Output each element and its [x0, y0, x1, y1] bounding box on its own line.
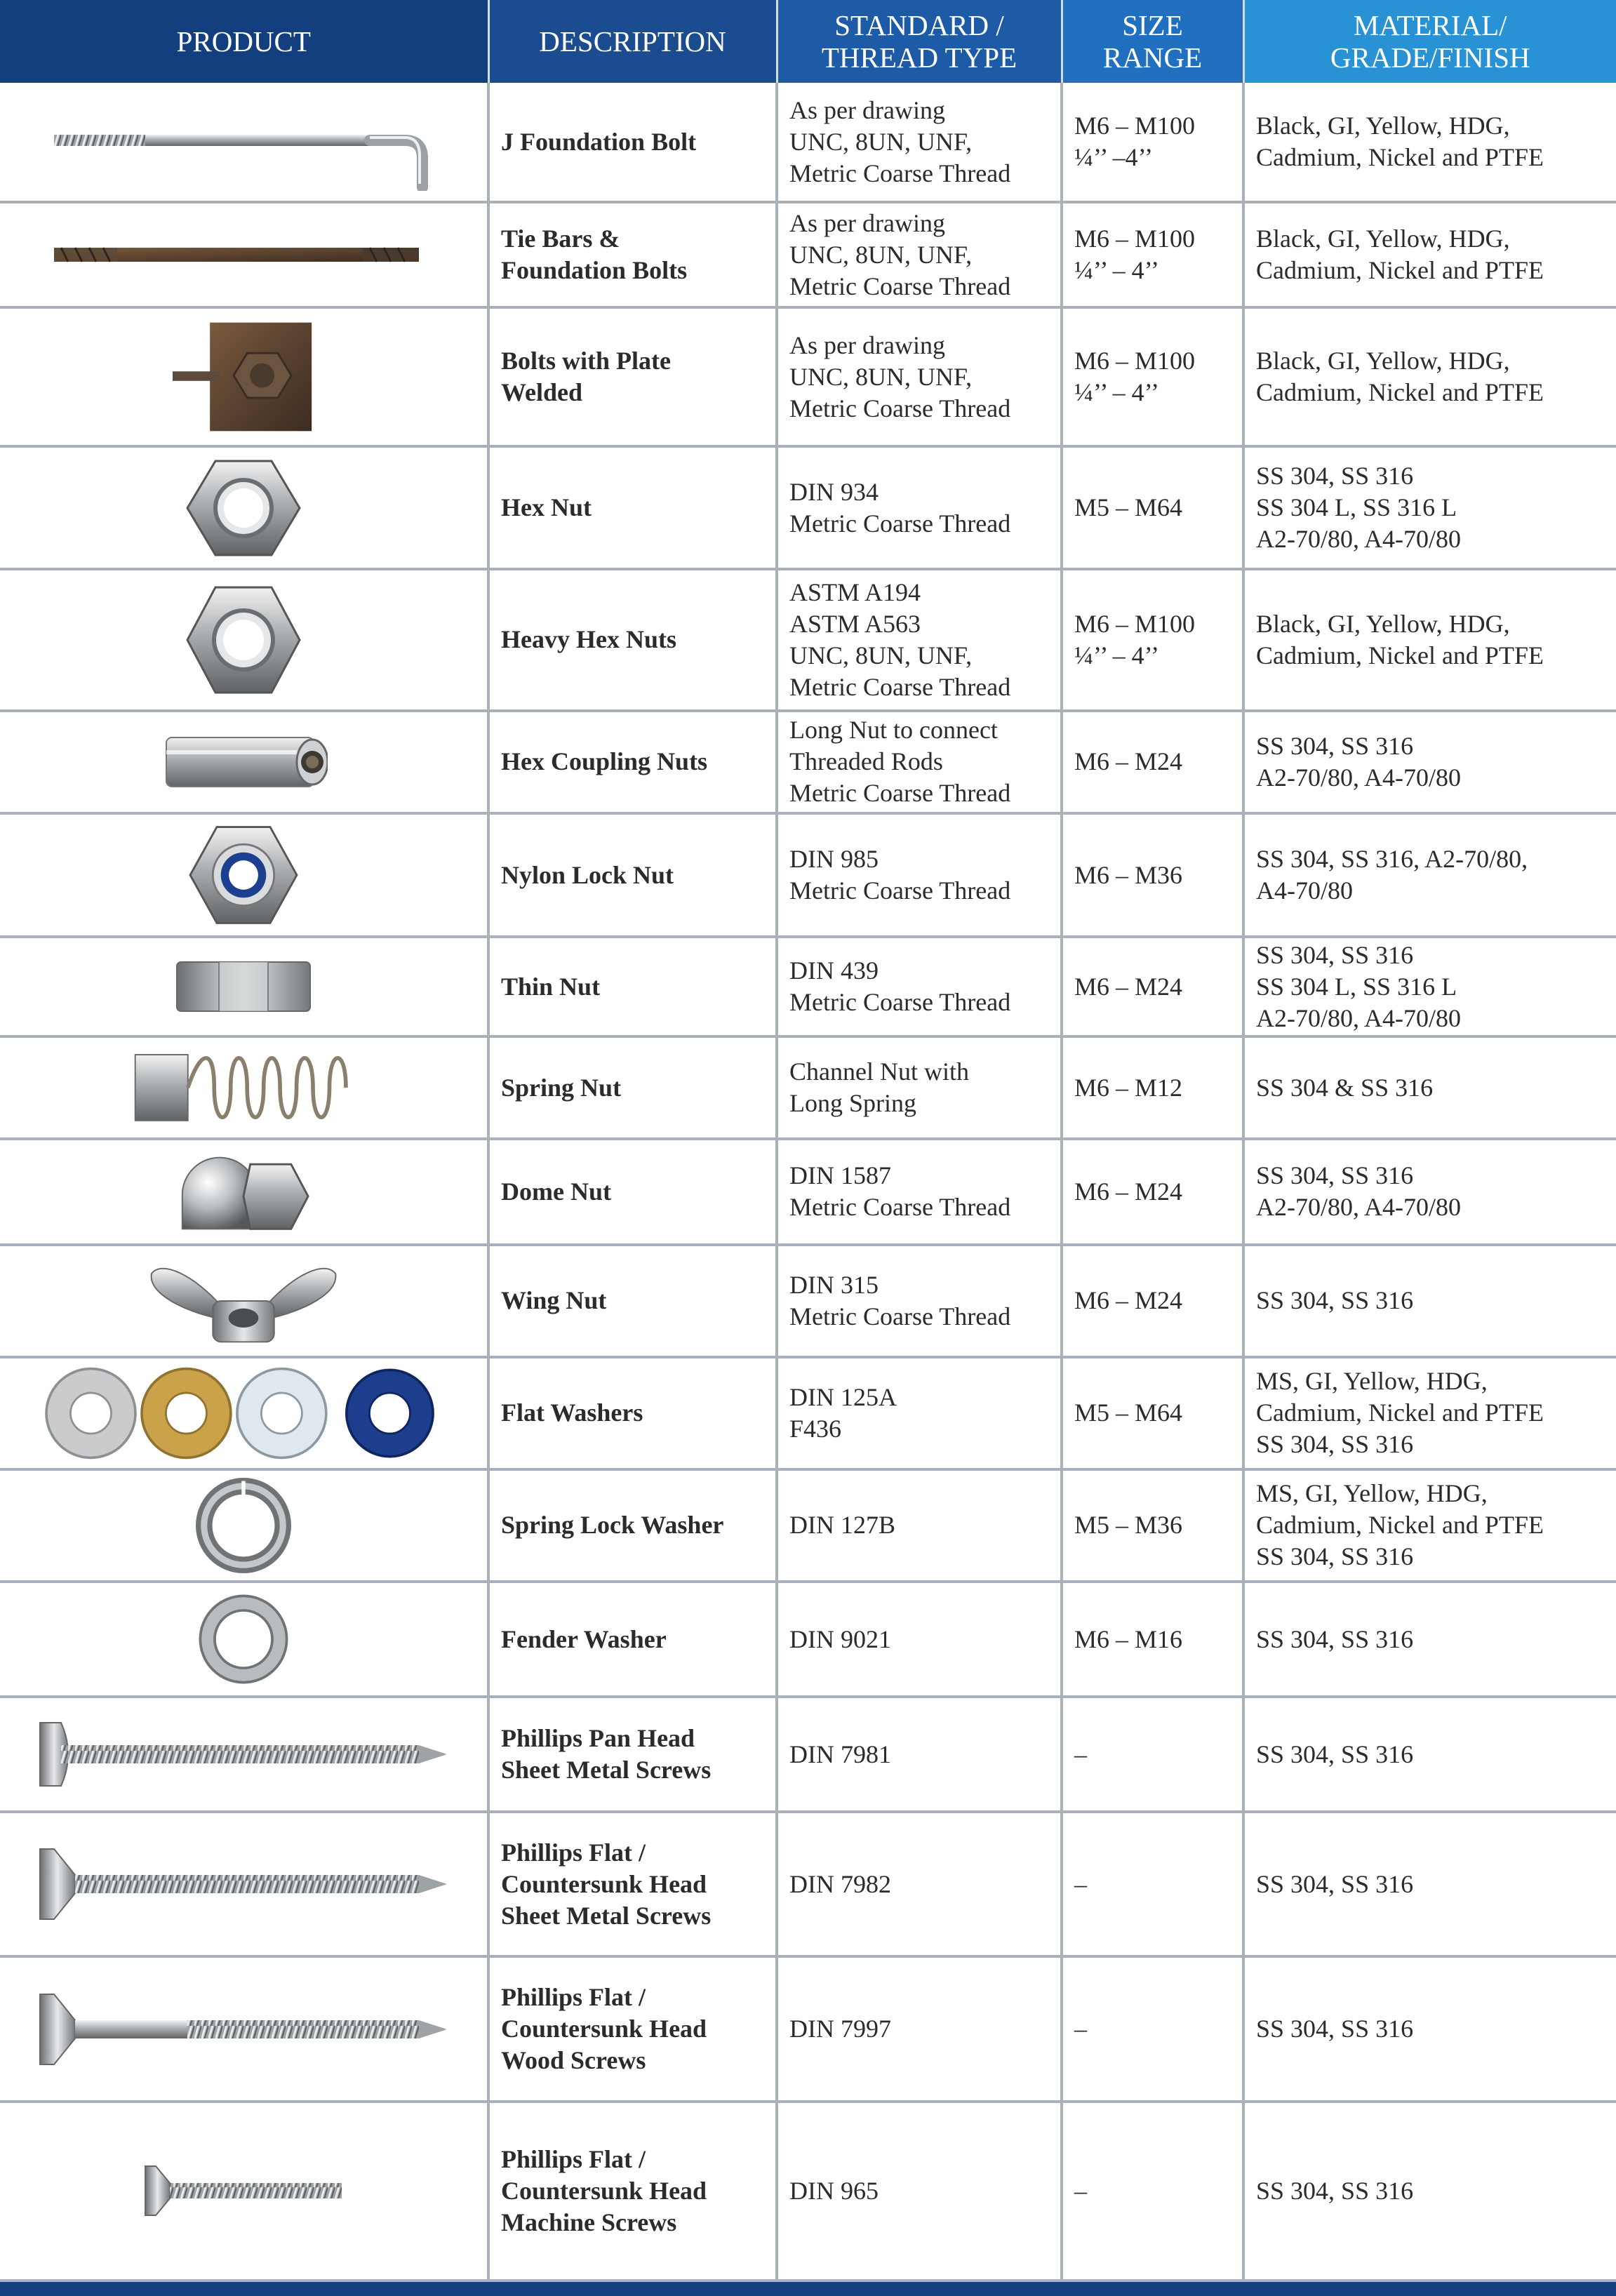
product-name: [488, 711, 777, 813]
cell-line: Black, GI, Yellow, HDG,: [1256, 225, 1510, 253]
material-grade-finish: [1243, 1812, 1616, 1956]
size-range: [1062, 1036, 1243, 1139]
table-row: [0, 1036, 1616, 1139]
pan-head-screw-icon: [33, 1709, 454, 1800]
cell-line: SS 304, SS 316: [1256, 462, 1414, 490]
cell-line: UNC, 8UN, UNF,: [789, 641, 973, 669]
fender-washer-icon: [194, 1590, 293, 1688]
product-name: [488, 1357, 777, 1469]
standard-thread-type: [777, 1036, 1062, 1139]
cell-line: Nylon Lock Nut: [501, 860, 674, 889]
product-image-cell: [0, 307, 488, 446]
product-image-cell: [0, 1582, 488, 1697]
cell-line: Phillips Flat /: [501, 2144, 646, 2173]
cell-line: Phillips Pan Head: [501, 1724, 695, 1753]
cell-line: ASTM A194: [789, 578, 921, 606]
size-range: [1062, 1357, 1243, 1469]
standard-thread-type: [777, 1139, 1062, 1244]
cell-line: Countersunk Head: [501, 2176, 707, 2205]
footer-bar: [0, 2282, 1616, 2296]
cell-line: SS 304 & SS 316: [1256, 1073, 1434, 1102]
cell-line: M5 – M64: [1074, 1399, 1183, 1427]
cell-line: DIN 7997: [789, 2015, 891, 2043]
table-row: [0, 307, 1616, 446]
cell-line: M6 – M24: [1074, 972, 1183, 1001]
cell-line: M6 – M12: [1074, 1073, 1183, 1102]
product-name: [488, 569, 777, 711]
product-name: [488, 1469, 777, 1582]
table-row: [0, 1357, 1616, 1469]
cell-line: Heavy Hex Nuts: [501, 625, 676, 654]
cell-line: M6 – M100: [1074, 112, 1196, 140]
table-row: [0, 1139, 1616, 1244]
cell-line: Metric Coarse Thread: [789, 394, 1011, 422]
cell-line: Hex Nut: [501, 493, 592, 522]
cell-line: DIN 985: [789, 845, 879, 874]
cell-line: Long Spring: [789, 1089, 917, 1118]
dome-nut-icon: [175, 1147, 312, 1236]
wood-screw-icon: [33, 1984, 454, 2075]
cell-line: A4-70/80: [1256, 876, 1353, 905]
product-image-cell: [0, 1956, 488, 2101]
cell-line: M6 – M36: [1074, 860, 1183, 889]
size-range: [1062, 1697, 1243, 1812]
standard-thread-type: [777, 1245, 1062, 1357]
product-image-cell: [0, 446, 488, 568]
cell-line: M6 – M24: [1074, 747, 1183, 776]
product-name: [488, 937, 777, 1036]
cell-line: Countersunk Head: [501, 1869, 707, 1898]
size-range: [1062, 937, 1243, 1036]
cell-line: SS 304, SS 316: [1256, 1286, 1414, 1315]
cell-line: Welded: [501, 378, 583, 407]
cell-line: Black, GI, Yellow, HDG,: [1256, 112, 1510, 140]
cell-line: Wing Nut: [501, 1286, 607, 1315]
cell-line: M6 – M100: [1074, 225, 1196, 253]
cell-line: Foundation Bolts: [501, 256, 688, 285]
hex-nut-icon: [184, 455, 303, 561]
cell-line: UNC, 8UN, UNF,: [789, 362, 973, 391]
cell-line: –: [1074, 2176, 1087, 2205]
size-range: [1062, 1245, 1243, 1357]
product-image-cell: [0, 1812, 488, 1956]
cell-line: DIN 1587: [789, 1161, 891, 1190]
cell-line: M6 – M24: [1074, 1286, 1183, 1315]
standard-thread-type: [777, 202, 1062, 307]
product-image-cell: [0, 2102, 488, 2281]
cell-line: M5 – M64: [1074, 493, 1183, 522]
cell-line: Machine Screws: [501, 2208, 677, 2236]
spring-lock-washer-icon: [196, 1478, 291, 1573]
cell-line: Bolts with Plate: [501, 347, 671, 375]
standard-thread-type: [777, 1469, 1062, 1582]
cell-line: A2-70/80, A4-70/80: [1256, 1193, 1461, 1222]
cell-line: Metric Coarse Thread: [789, 272, 1011, 300]
cell-line: DIN 9021: [789, 1624, 891, 1653]
flat-washers-icon: [40, 1366, 447, 1461]
product-name: [488, 1812, 777, 1956]
cell-line: J Foundation Bolt: [501, 127, 697, 156]
size-range: [1062, 1956, 1243, 2101]
material-grade-finish: [1243, 1139, 1616, 1244]
countersunk-sheet-screw-icon: [33, 1838, 454, 1930]
cell-line: DIN 965: [789, 2176, 879, 2205]
cell-line: DIN 7981: [789, 1740, 891, 1768]
product-image-cell: [0, 1469, 488, 1582]
material-grade-finish: [1243, 202, 1616, 307]
thin-nut-icon: [170, 952, 317, 1022]
cell-line: DIN 439: [789, 956, 879, 985]
table-row: [0, 1469, 1616, 1582]
material-grade-finish: [1243, 813, 1616, 937]
cell-line: SS 304, SS 316: [1256, 1430, 1414, 1459]
cell-line: Phillips Flat /: [501, 1983, 646, 2012]
cell-line: Metric Coarse Thread: [789, 159, 1011, 187]
table-row: [0, 937, 1616, 1036]
cell-line: ¼’’ – 4’’: [1074, 256, 1159, 285]
cell-line: As per drawing: [789, 95, 945, 124]
product-image-cell: [0, 202, 488, 307]
cell-line: Thin Nut: [501, 972, 601, 1001]
cell-line: MS, GI, Yellow, HDG,: [1256, 1479, 1488, 1508]
cell-line: Cadmium, Nickel and PTFE: [1256, 378, 1544, 407]
size-range: [1062, 1582, 1243, 1697]
table-row: [0, 1956, 1616, 2101]
standard-thread-type: [777, 813, 1062, 937]
standard-thread-type: [777, 307, 1062, 446]
product-name: [488, 1139, 777, 1244]
standard-thread-type: [777, 569, 1062, 711]
material-grade-finish: [1243, 1582, 1616, 1697]
product-image-cell: [0, 813, 488, 937]
product-name: [488, 1582, 777, 1697]
size-range: [1062, 813, 1243, 937]
product-image-cell: [0, 1139, 488, 1244]
cell-line: SS 304, SS 316: [1256, 2176, 1414, 2205]
table-row: [0, 1812, 1616, 1956]
standard-thread-type: [777, 1582, 1062, 1697]
header-standard-thread-type: STANDARD / THREAD TYPE: [777, 0, 1062, 83]
material-grade-finish: [1243, 1036, 1616, 1139]
product-name: [488, 813, 777, 937]
product-name: [488, 1956, 777, 2101]
product-name: [488, 202, 777, 307]
size-range: [1062, 2102, 1243, 2281]
product-image-cell: [0, 937, 488, 1036]
cell-line: Cadmium, Nickel and PTFE: [1256, 256, 1544, 285]
heavy-hex-nut-icon: [184, 580, 303, 700]
j-bolt-icon: [47, 93, 440, 191]
standard-thread-type: [777, 1812, 1062, 1956]
cell-line: Metric Coarse Thread: [789, 988, 1011, 1017]
size-range: [1062, 202, 1243, 307]
product-image-cell: [0, 1697, 488, 1812]
size-range: [1062, 307, 1243, 446]
product-image-cell: [0, 1245, 488, 1357]
material-grade-finish: [1243, 569, 1616, 711]
cell-line: As per drawing: [789, 331, 945, 359]
table-row: [0, 1697, 1616, 1812]
table-row: [0, 83, 1616, 202]
cell-line: ¼’’ –4’’: [1074, 143, 1153, 172]
cell-line: Black, GI, Yellow, HDG,: [1256, 347, 1510, 375]
material-grade-finish: [1243, 83, 1616, 202]
standard-thread-type: [777, 711, 1062, 813]
product-name: [488, 1245, 777, 1357]
cell-line: Wood Screws: [501, 2046, 646, 2075]
material-grade-finish: [1243, 1697, 1616, 1812]
size-range: [1062, 569, 1243, 711]
cell-line: SS 304, SS 316: [1256, 731, 1414, 760]
cell-line: DIN 7982: [789, 1869, 891, 1898]
cell-line: Channel Nut with: [789, 1057, 969, 1086]
cell-line: Dome Nut: [501, 1177, 611, 1206]
cell-line: Spring Lock Washer: [501, 1511, 724, 1540]
spring-nut-icon: [132, 1045, 356, 1130]
material-grade-finish: [1243, 446, 1616, 568]
cell-line: M5 – M36: [1074, 1511, 1183, 1540]
wing-nut-icon: [145, 1253, 342, 1349]
table-row: [0, 446, 1616, 568]
table-row: [0, 202, 1616, 307]
cell-line: M6 – M100: [1074, 347, 1196, 375]
cell-line: Cadmium, Nickel and PTFE: [1256, 641, 1544, 669]
cell-line: F436: [789, 1414, 842, 1443]
cell-line: DIN 934: [789, 477, 879, 506]
table-row: [0, 813, 1616, 937]
product-name: [488, 446, 777, 568]
product-name: [488, 1697, 777, 1812]
cell-line: ¼’’ – 4’’: [1074, 641, 1159, 669]
cell-line: A2-70/80, A4-70/80: [1256, 1003, 1461, 1032]
cell-line: Metric Coarse Thread: [789, 1193, 1011, 1222]
material-grade-finish: [1243, 1357, 1616, 1469]
cell-line: M6 – M100: [1074, 609, 1196, 638]
cell-line: ¼’’ – 4’’: [1074, 378, 1159, 407]
cell-line: Hex Coupling Nuts: [501, 747, 708, 776]
product-name: [488, 307, 777, 446]
cell-line: SS 304, SS 316: [1256, 1624, 1414, 1653]
material-grade-finish: [1243, 1956, 1616, 2101]
cell-line: Phillips Flat /: [501, 1838, 646, 1867]
material-grade-finish: [1243, 2102, 1616, 2281]
cell-line: UNC, 8UN, UNF,: [789, 127, 973, 156]
header-description: DESCRIPTION: [488, 0, 777, 83]
cell-line: Tie Bars &: [501, 225, 620, 253]
table-row: [0, 569, 1616, 711]
cell-line: ASTM A563: [789, 609, 921, 638]
cell-line: M6 – M24: [1074, 1177, 1183, 1206]
cell-line: –: [1074, 1869, 1087, 1898]
cell-line: Metric Coarse Thread: [789, 509, 1011, 538]
cell-line: SS 304, SS 316: [1256, 2015, 1414, 2043]
product-image-cell: [0, 711, 488, 813]
product-name: [488, 2102, 777, 2281]
cell-line: SS 304, SS 316: [1256, 1542, 1414, 1571]
standard-thread-type: [777, 1357, 1062, 1469]
cell-line: SS 304, SS 316: [1256, 940, 1414, 969]
size-range: [1062, 711, 1243, 813]
cell-line: Spring Nut: [501, 1073, 622, 1102]
material-grade-finish: [1243, 711, 1616, 813]
table-row: [0, 2102, 1616, 2281]
size-range: [1062, 1139, 1243, 1244]
cell-line: UNC, 8UN, UNF,: [789, 240, 973, 269]
cell-line: –: [1074, 2015, 1087, 2043]
standard-thread-type: [777, 2102, 1062, 2281]
product-image-cell: [0, 83, 488, 202]
table-row: [0, 1245, 1616, 1357]
cell-line: Metric Coarse Thread: [789, 672, 1011, 701]
header-row: [0, 0, 1616, 83]
cell-line: DIN 127B: [789, 1511, 895, 1540]
product-name: [488, 83, 777, 202]
cell-line: Long Nut to connect: [789, 716, 998, 745]
cell-line: DIN 125A: [789, 1382, 897, 1411]
cell-line: Black, GI, Yellow, HDG,: [1256, 609, 1510, 638]
cell-line: SS 304 L, SS 316 L: [1256, 972, 1457, 1001]
table-row: [0, 711, 1616, 813]
cell-line: MS, GI, Yellow, HDG,: [1256, 1367, 1488, 1396]
product-image-cell: [0, 1357, 488, 1469]
size-range: [1062, 83, 1243, 202]
material-grade-finish: [1243, 1469, 1616, 1582]
cell-line: SS 304 L, SS 316 L: [1256, 493, 1457, 522]
product-image-cell: [0, 569, 488, 711]
size-range: [1062, 446, 1243, 568]
size-range: [1062, 1812, 1243, 1956]
material-grade-finish: [1243, 307, 1616, 446]
cell-line: –: [1074, 1740, 1087, 1768]
standard-thread-type: [777, 1956, 1062, 2101]
standard-thread-type: [777, 446, 1062, 568]
table-row: [0, 1582, 1616, 1697]
cell-line: Metric Coarse Thread: [789, 779, 1011, 808]
cell-line: Threaded Rods: [789, 747, 943, 776]
cell-line: Metric Coarse Thread: [789, 876, 1011, 905]
product-name: [488, 1036, 777, 1139]
size-range: [1062, 1469, 1243, 1582]
cell-line: SS 304, SS 316, A2-70/80,: [1256, 845, 1528, 874]
tie-bar-icon: [47, 234, 440, 276]
standard-thread-type: [777, 937, 1062, 1036]
header-product: PRODUCT: [0, 0, 488, 83]
cell-line: Cadmium, Nickel and PTFE: [1256, 1511, 1544, 1540]
coupling-nut-icon: [159, 723, 328, 801]
cell-line: DIN 315: [789, 1270, 879, 1299]
cell-line: M6 – M16: [1074, 1624, 1183, 1653]
cell-line: SS 304, SS 316: [1256, 1740, 1414, 1768]
nylon-lock-nut-icon: [187, 822, 300, 928]
cell-line: Countersunk Head: [501, 2015, 707, 2043]
standard-thread-type: [777, 83, 1062, 202]
header-size-range: SIZE RANGE: [1062, 0, 1243, 83]
cell-line: SS 304, SS 316: [1256, 1161, 1414, 1190]
plate-bolt-icon: [169, 316, 319, 438]
cell-line: Sheet Metal Screws: [501, 1901, 712, 1930]
cell-line: Cadmium, Nickel and PTFE: [1256, 143, 1544, 172]
material-grade-finish: [1243, 937, 1616, 1036]
standard-thread-type: [777, 1697, 1062, 1812]
cell-line: A2-70/80, A4-70/80: [1256, 525, 1461, 554]
material-grade-finish: [1243, 1245, 1616, 1357]
header-material-grade-finish: MATERIAL/ GRADE/FINISH: [1243, 0, 1616, 83]
product-image-cell: [0, 1036, 488, 1139]
cell-line: Fender Washer: [501, 1624, 667, 1653]
cell-line: Metric Coarse Thread: [789, 1302, 1011, 1330]
cell-line: SS 304, SS 316: [1256, 1869, 1414, 1898]
cell-line: As per drawing: [789, 208, 945, 237]
cell-line: Sheet Metal Screws: [501, 1756, 712, 1784]
cell-line: Cadmium, Nickel and PTFE: [1256, 1399, 1544, 1427]
machine-screw-icon: [138, 2159, 349, 2222]
cell-line: A2-70/80, A4-70/80: [1256, 763, 1461, 792]
cell-line: Flat Washers: [501, 1399, 643, 1427]
